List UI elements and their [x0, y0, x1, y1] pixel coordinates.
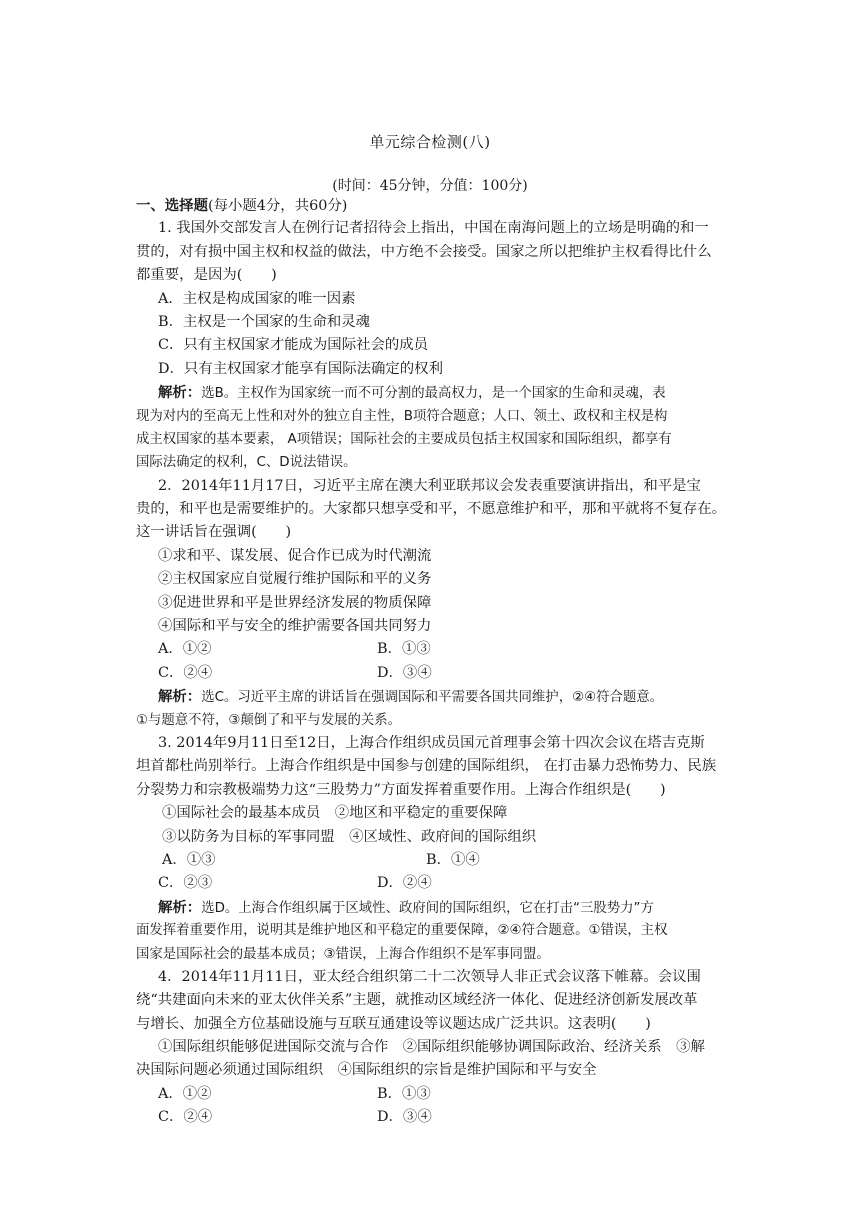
- question-4-option-c: C．②④: [158, 1109, 213, 1126]
- question-3-statement: ①国际社会的最基本成员 ②地区和平稳定的重要保障: [162, 805, 508, 822]
- analysis-1-text: 现为对内的至高无上性和对外的独立自主性，B项符合题意；人口、领土、政权和主权是构: [136, 408, 668, 424]
- question-4-statement: ①国际组织能够促进国际交流与合作 ②国际组织能够协调国际政治、经济关系 ③解: [158, 1039, 705, 1056]
- question-1-text: 1. 我国外交部发言人在例行记者招待会上指出，中国在南海问题上的立场是明确的和一: [158, 220, 709, 237]
- analysis-3: [136, 896, 732, 919]
- analysis-3-text: 国家是国际社会的最基本成员；③错误，上海合作组织不是军事同盟。: [136, 946, 550, 962]
- question-2-option-d: D．③④: [377, 664, 432, 681]
- question-2-text: 这一讲话旨在强调( ): [136, 524, 292, 541]
- analysis-1-text: 国际法确定的权利，C、D说法错误。: [136, 455, 357, 471]
- analysis-3-text: 选D。上海合作组织属于区域性、政府间的国际组织，它在打击“三股势力”方: [201, 900, 654, 916]
- question-2-statement: ②主权国家应自觉履行维护国际和平的义务: [158, 571, 432, 588]
- question-4-text: 绕“共建面向未来的亚太伙伴关系”主题，就推动区域经济一体化、促进经济创新发展改革: [136, 992, 698, 1009]
- analysis-2-text: ①与题意不符，③颠倒了和平与发展的关系。: [136, 712, 402, 728]
- question-3-text: 坦首都杜尚别举行。上海合作组织是中国参与创建的国际组织， 在打击暴力恐怖势力、民族: [136, 758, 717, 775]
- question-2-option-c: C．②④: [158, 664, 213, 681]
- analysis-2-text: 选C。习近平主席的讲话旨在强调国际和平需要各国共同维护，②④符合题意。: [201, 690, 664, 706]
- section-label: 一、选择题: [136, 197, 208, 214]
- question-4-text: 与增长、加强全方位基础设施与互联互通建设等议题达成广泛共识。这表明( ): [136, 1015, 651, 1032]
- question-2-option-a: A．①②: [158, 641, 212, 658]
- question-1-option-a: A．主权是构成国家的唯一因素: [158, 290, 356, 307]
- question-4-statement: 决国际问题必须通过国际组织 ④国际组织的宗旨是维护国际和平与安全: [136, 1062, 597, 1079]
- section-note: (每小题4分，共60分): [207, 198, 348, 214]
- analysis-label: 解析：: [158, 898, 202, 916]
- question-3-option-b: B．①④: [426, 851, 480, 868]
- analysis-label: 解析：: [158, 688, 202, 706]
- question-3-option-c: C．②③: [158, 875, 213, 892]
- question-1-option-b: B．主权是一个国家的生命和灵魂: [158, 313, 371, 330]
- question-4-option-a: A．①②: [158, 1085, 212, 1102]
- question-4-options-row: [136, 1083, 732, 1106]
- analysis-label: 解析：: [158, 384, 202, 402]
- question-2-statement: ③促进世界和平是世界经济发展的物质保障: [158, 594, 432, 611]
- question-4-text: 4．2014年11月11日，亚太经合组织第二十二次领导人非正式会议落下帷幕。会议围: [158, 968, 701, 985]
- analysis-1: [136, 381, 732, 404]
- exam-meta: (时间：45分钟，分值：100分): [332, 178, 528, 194]
- question-4-options-row: [136, 1106, 732, 1129]
- question-3-option-a: A．①③: [162, 851, 216, 868]
- question-3-option-d: D．②④: [377, 875, 432, 892]
- question-3-text: 分裂势力和宗教极端势力这“三股势力”方面发挥着重要作用。上海合作组织是( ): [136, 781, 666, 798]
- question-1-option-d: D．只有主权国家才能享有国际法确定的权利: [158, 360, 443, 377]
- question-3-options-row: [136, 849, 732, 872]
- question-1-text: 贯的，对有损中国主权和权益的做法，中方绝不会接受。国家之所以把维护主权看得比什么: [136, 243, 712, 260]
- section-heading: [136, 194, 732, 217]
- question-1-option-c: C．只有主权国家才能成为国际社会的成员: [158, 337, 429, 354]
- question-3-options-row: [136, 872, 732, 895]
- question-3-statement: ③以防务为目标的军事同盟 ④区域性、政府间的国际组织: [162, 828, 537, 845]
- question-3-text: 3. 2014年9月11日至12日，上海合作组织成员国元首理事会第十四次会议在塔吉克斯: [158, 734, 705, 751]
- analysis-2: [136, 685, 732, 708]
- question-2-options-row: [136, 638, 732, 661]
- document-body: [136, 194, 732, 1130]
- question-2-options-row: [136, 662, 732, 685]
- question-2-text: 贵的，和平也是需要维护的。大家都只想享受和平，不愿意维护和平，那和平就将不复存在。: [136, 501, 727, 518]
- question-2-option-b: B．①③: [377, 641, 431, 658]
- question-2-statement: ④国际和平与安全的维护需要各国共同努力: [158, 618, 432, 635]
- question-2-text: 2．2014年11月17日，习近平主席在澳大利亚联邦议会发表重要演讲指出，和平是宝: [158, 477, 701, 494]
- question-2-statement: ①求和平、谋发展、促合作已成为时代潮流: [158, 547, 432, 564]
- analysis-1-text: 成主权国家的基本要素， A项错误；国际社会的主要成员包括主权国家和国际组织，都享有: [136, 431, 672, 447]
- page-title: 单元综合检测(八): [369, 133, 491, 151]
- analysis-1-text: 选B。主权作为国家统一而不可分割的最高权力，是一个国家的生命和灵魂，表: [201, 386, 666, 402]
- question-1-text: 都重要，是因为( ): [136, 267, 277, 284]
- analysis-3-text: 面发挥着重要作用，说明其是维护地区和平稳定的重要保障，②④符合题意。①错误，主权: [136, 923, 668, 939]
- question-4-option-b: B．①③: [377, 1085, 431, 1102]
- question-4-option-d: D．③④: [377, 1109, 432, 1126]
